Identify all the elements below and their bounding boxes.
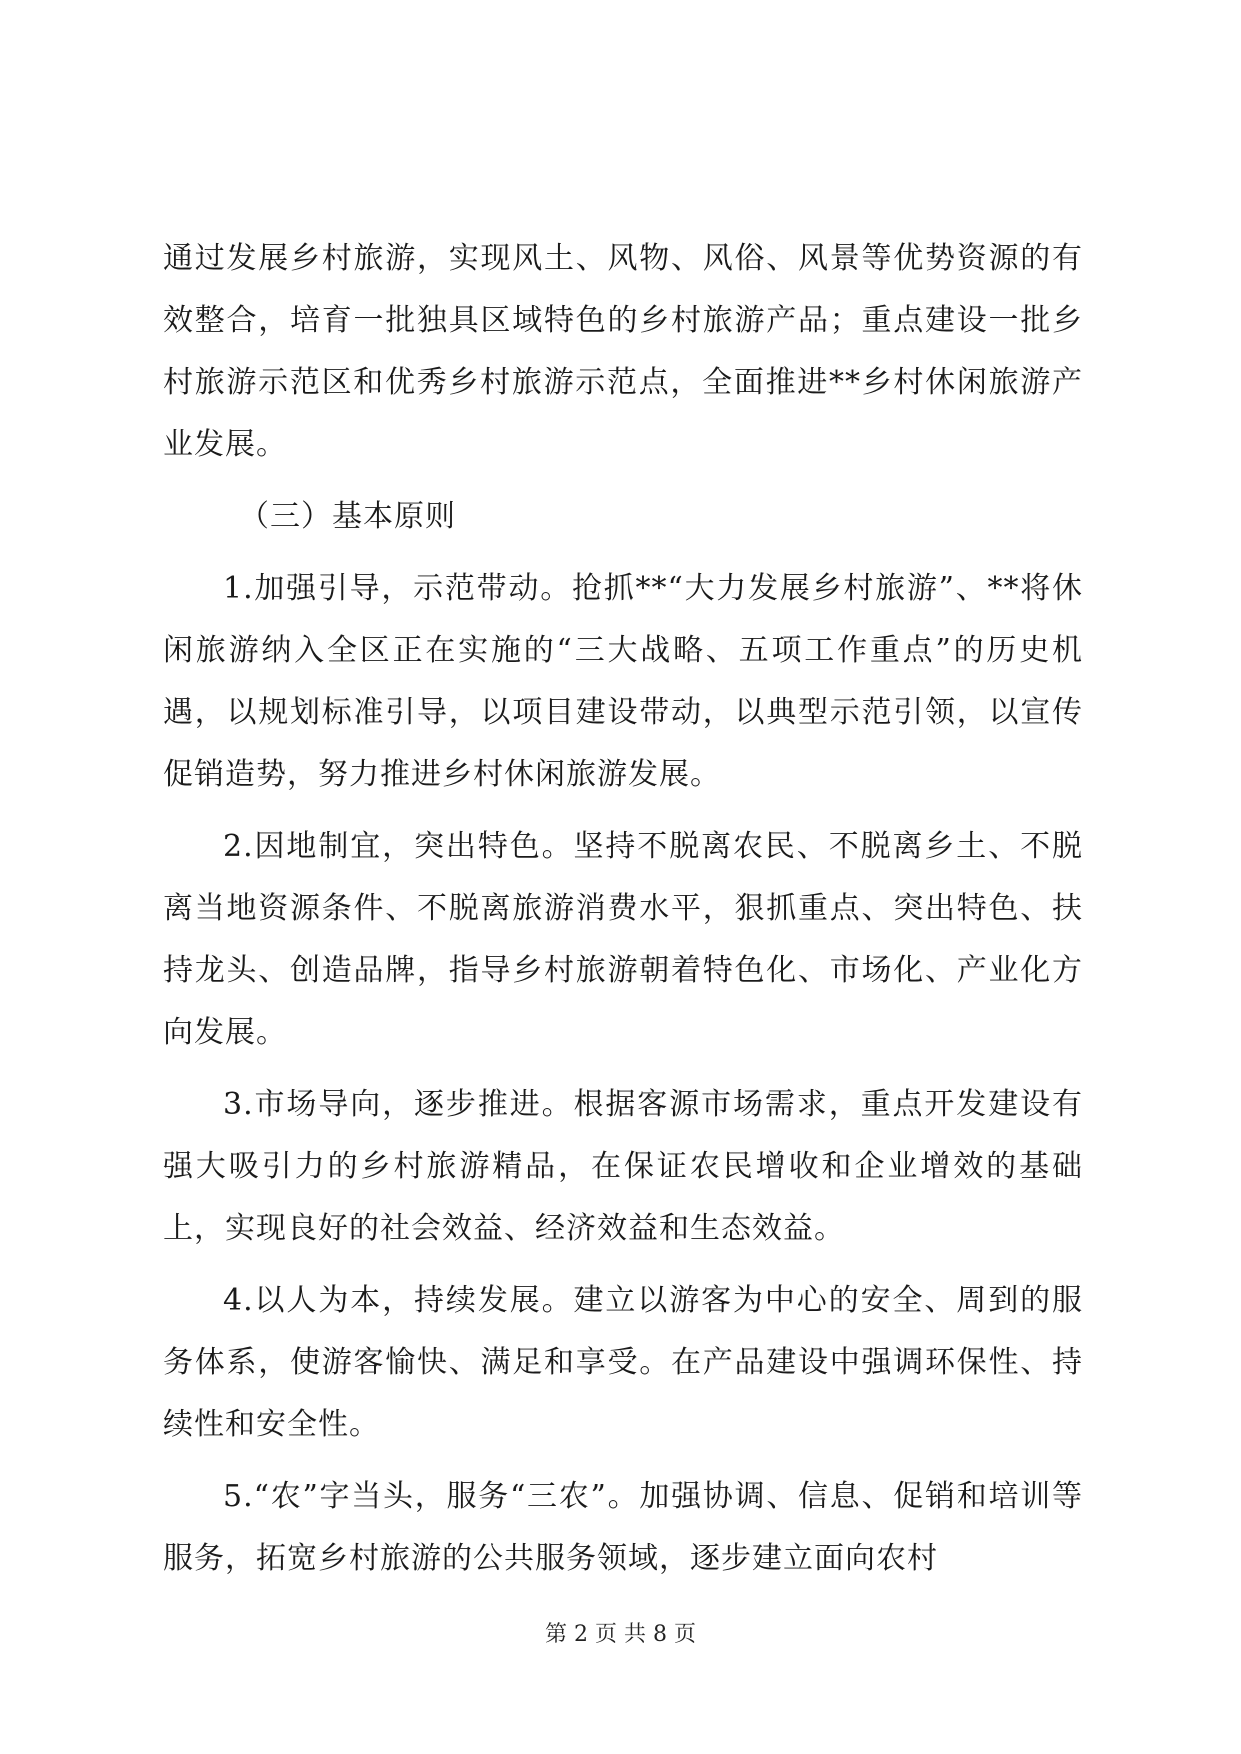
- section-heading-basic-principles: （三）基本原则: [239, 499, 456, 534]
- page-footer: [0, 1620, 1241, 1650]
- page-number-label: 第 2 页 共 8 页: [545, 1622, 696, 1647]
- principle-1-paragraph: 1.加强引导，示范带动。抢抓**“大力发展乡村旅游”、**将休闲旅游纳入全区正在实施的“三大战略、五项工作重点”的历史机遇，以规划标准引导，以项目建设带动，以典型示范引领，以宣传促销造势，努力推进乡村休闲旅游发展。: [163, 571, 1083, 792]
- principle-5-paragraph: 5.“农”字当头，服务“三农”。加强协调、信息、促销和培训等服务，拓宽乡村旅游的公共服务领域，逐步建立面向农村: [163, 1479, 1083, 1576]
- principle-3-paragraph: 3.市场导向，逐步推进。根据客源市场需求，重点开发建设有强大吸引力的乡村旅游精品，在保证农民增收和企业增效的基础上，实现良好的社会效益、经济效益和生态效益。: [163, 1087, 1083, 1246]
- principle-4-paragraph: 4.以人为本，持续发展。建立以游客为中心的安全、周到的服务体系，使游客愉快、满足和享受。在产品建设中强调环保性、持续性和安全性。: [163, 1283, 1083, 1442]
- document-body: [163, 228, 1083, 1600]
- paragraph-continuation: 通过发展乡村旅游，实现风土、风物、风俗、风景等优势资源的有效整合，培育一批独具区域特色的乡村旅游产品；重点建设一批乡村旅游示范区和优秀乡村旅游示范点，全面推进**乡村休闲旅游产业发展。: [163, 241, 1083, 462]
- principle-2-paragraph: 2.因地制宜，突出特色。坚持不脱离农民、不脱离乡土、不脱离当地资源条件、不脱离旅游消费水平，狠抓重点、突出特色、扶持龙头、创造品牌，指导乡村旅游朝着特色化、市场化、产业化方向发展。: [163, 829, 1083, 1050]
